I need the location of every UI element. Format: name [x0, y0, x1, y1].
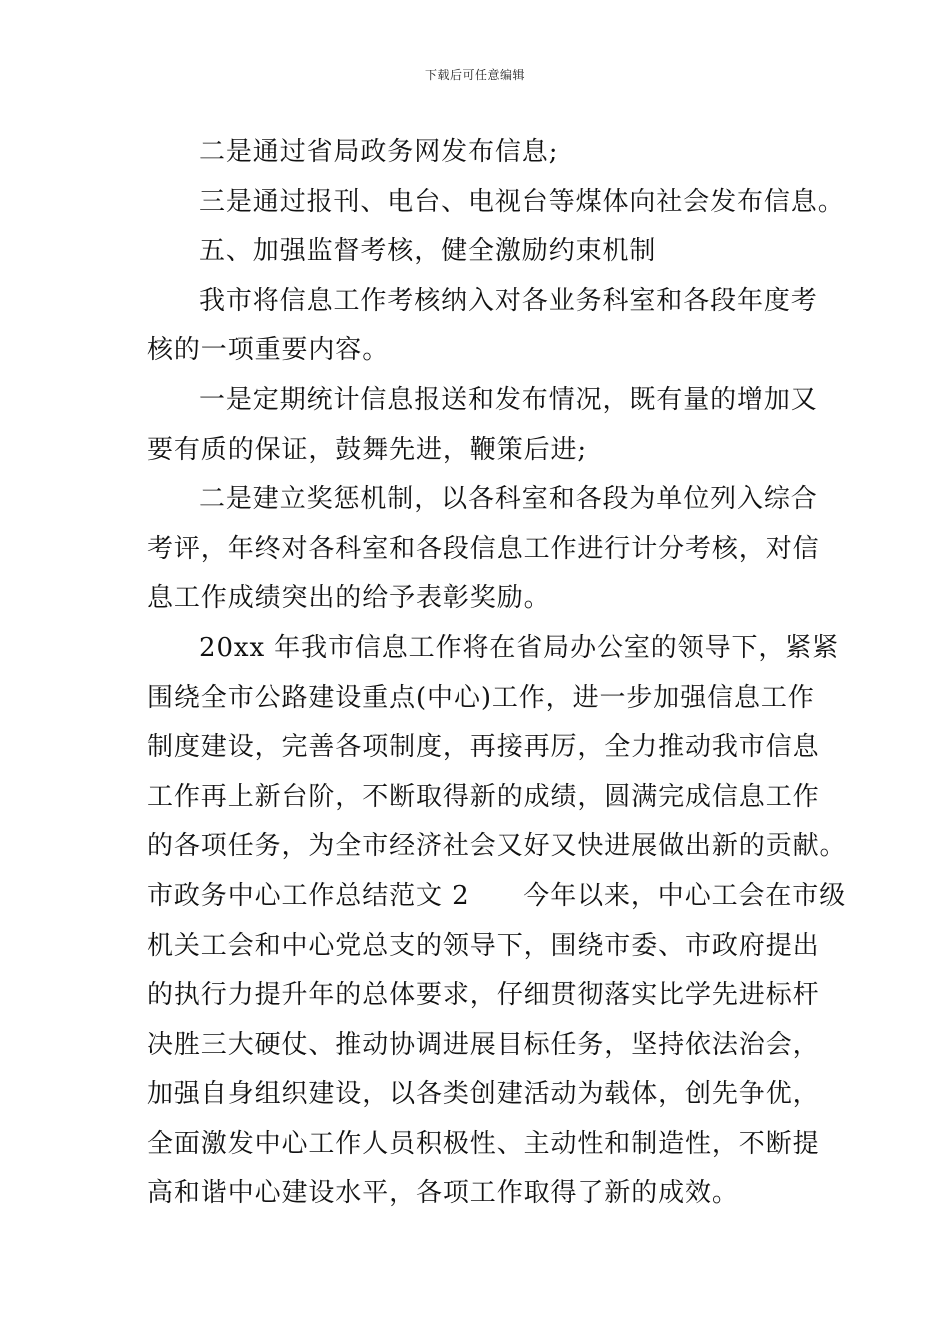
body-line: 息工作成绩突出的给予表彰奖励。 — [147, 583, 551, 614]
body-line: 二是通过省局政务网发布信息; — [199, 137, 559, 167]
body-line: 核的一项重要内容。 — [147, 335, 390, 366]
body-line: 市政务中心工作总结范文 2 今年以来，中心工会在市级 — [147, 880, 847, 911]
body-line: 加强自身组织建设，以各类创建活动为载体，创先争优， — [147, 1079, 820, 1110]
body-line: 全面激发中心工作人员积极性、主动性和制造性，不断提 — [147, 1128, 820, 1159]
body-line: 要有质的保证，鼓舞先进，鞭策后进; — [147, 434, 588, 465]
body-line: 工作再上新台阶，不断取得新的成绩，圆满完成信息工作 — [147, 781, 820, 812]
body-line: 制度建设，完善各项制度，再接再厉，全力推动我市信息 — [147, 732, 820, 763]
body-line: 机关工会和中心党总支的领导下，围绕市委、市政府提出 — [147, 930, 820, 961]
header-note: 下载后可任意编辑 — [424, 68, 525, 82]
body-line: 高和谐中心建设水平，各项工作取得了新的成效。 — [147, 1178, 739, 1209]
body-line: 一是定期统计信息报送和发布情况，既有量的增加又 — [199, 384, 818, 415]
body-text — [147, 128, 847, 1219]
body-line: 二是建立奖惩机制，以各科室和各段为单位列入综合 — [199, 484, 818, 515]
body-line: 三是通过报刊、电台、电视台等煤体向社会发布信息。 — [199, 186, 845, 217]
body-line: 围绕全市公路建设重点(中心)工作，进一步加强信息工作 — [147, 682, 815, 713]
body-line: 考评，年终对各科室和各段信息工作进行计分考核，对信 — [147, 533, 820, 564]
body-line: 我市将信息工作考核纳入对各业务科室和各段年度考 — [199, 285, 818, 316]
body-line: 的执行力提升年的总体要求，仔细贯彻落实比学先进标杆 — [147, 980, 820, 1011]
body-line: 20xx 年我市信息工作将在省局办公室的领导下，紧紧 — [199, 632, 840, 663]
section-heading: 五、加强监督考核，健全激励约束机制 — [199, 236, 657, 267]
body-line: 的各项任务，为全市经济社会又好又快进展做出新的贡献。 — [147, 831, 847, 862]
body-line: 决胜三大硬仗、推动协调进展目标任务，坚持依法治会， — [147, 1029, 820, 1060]
